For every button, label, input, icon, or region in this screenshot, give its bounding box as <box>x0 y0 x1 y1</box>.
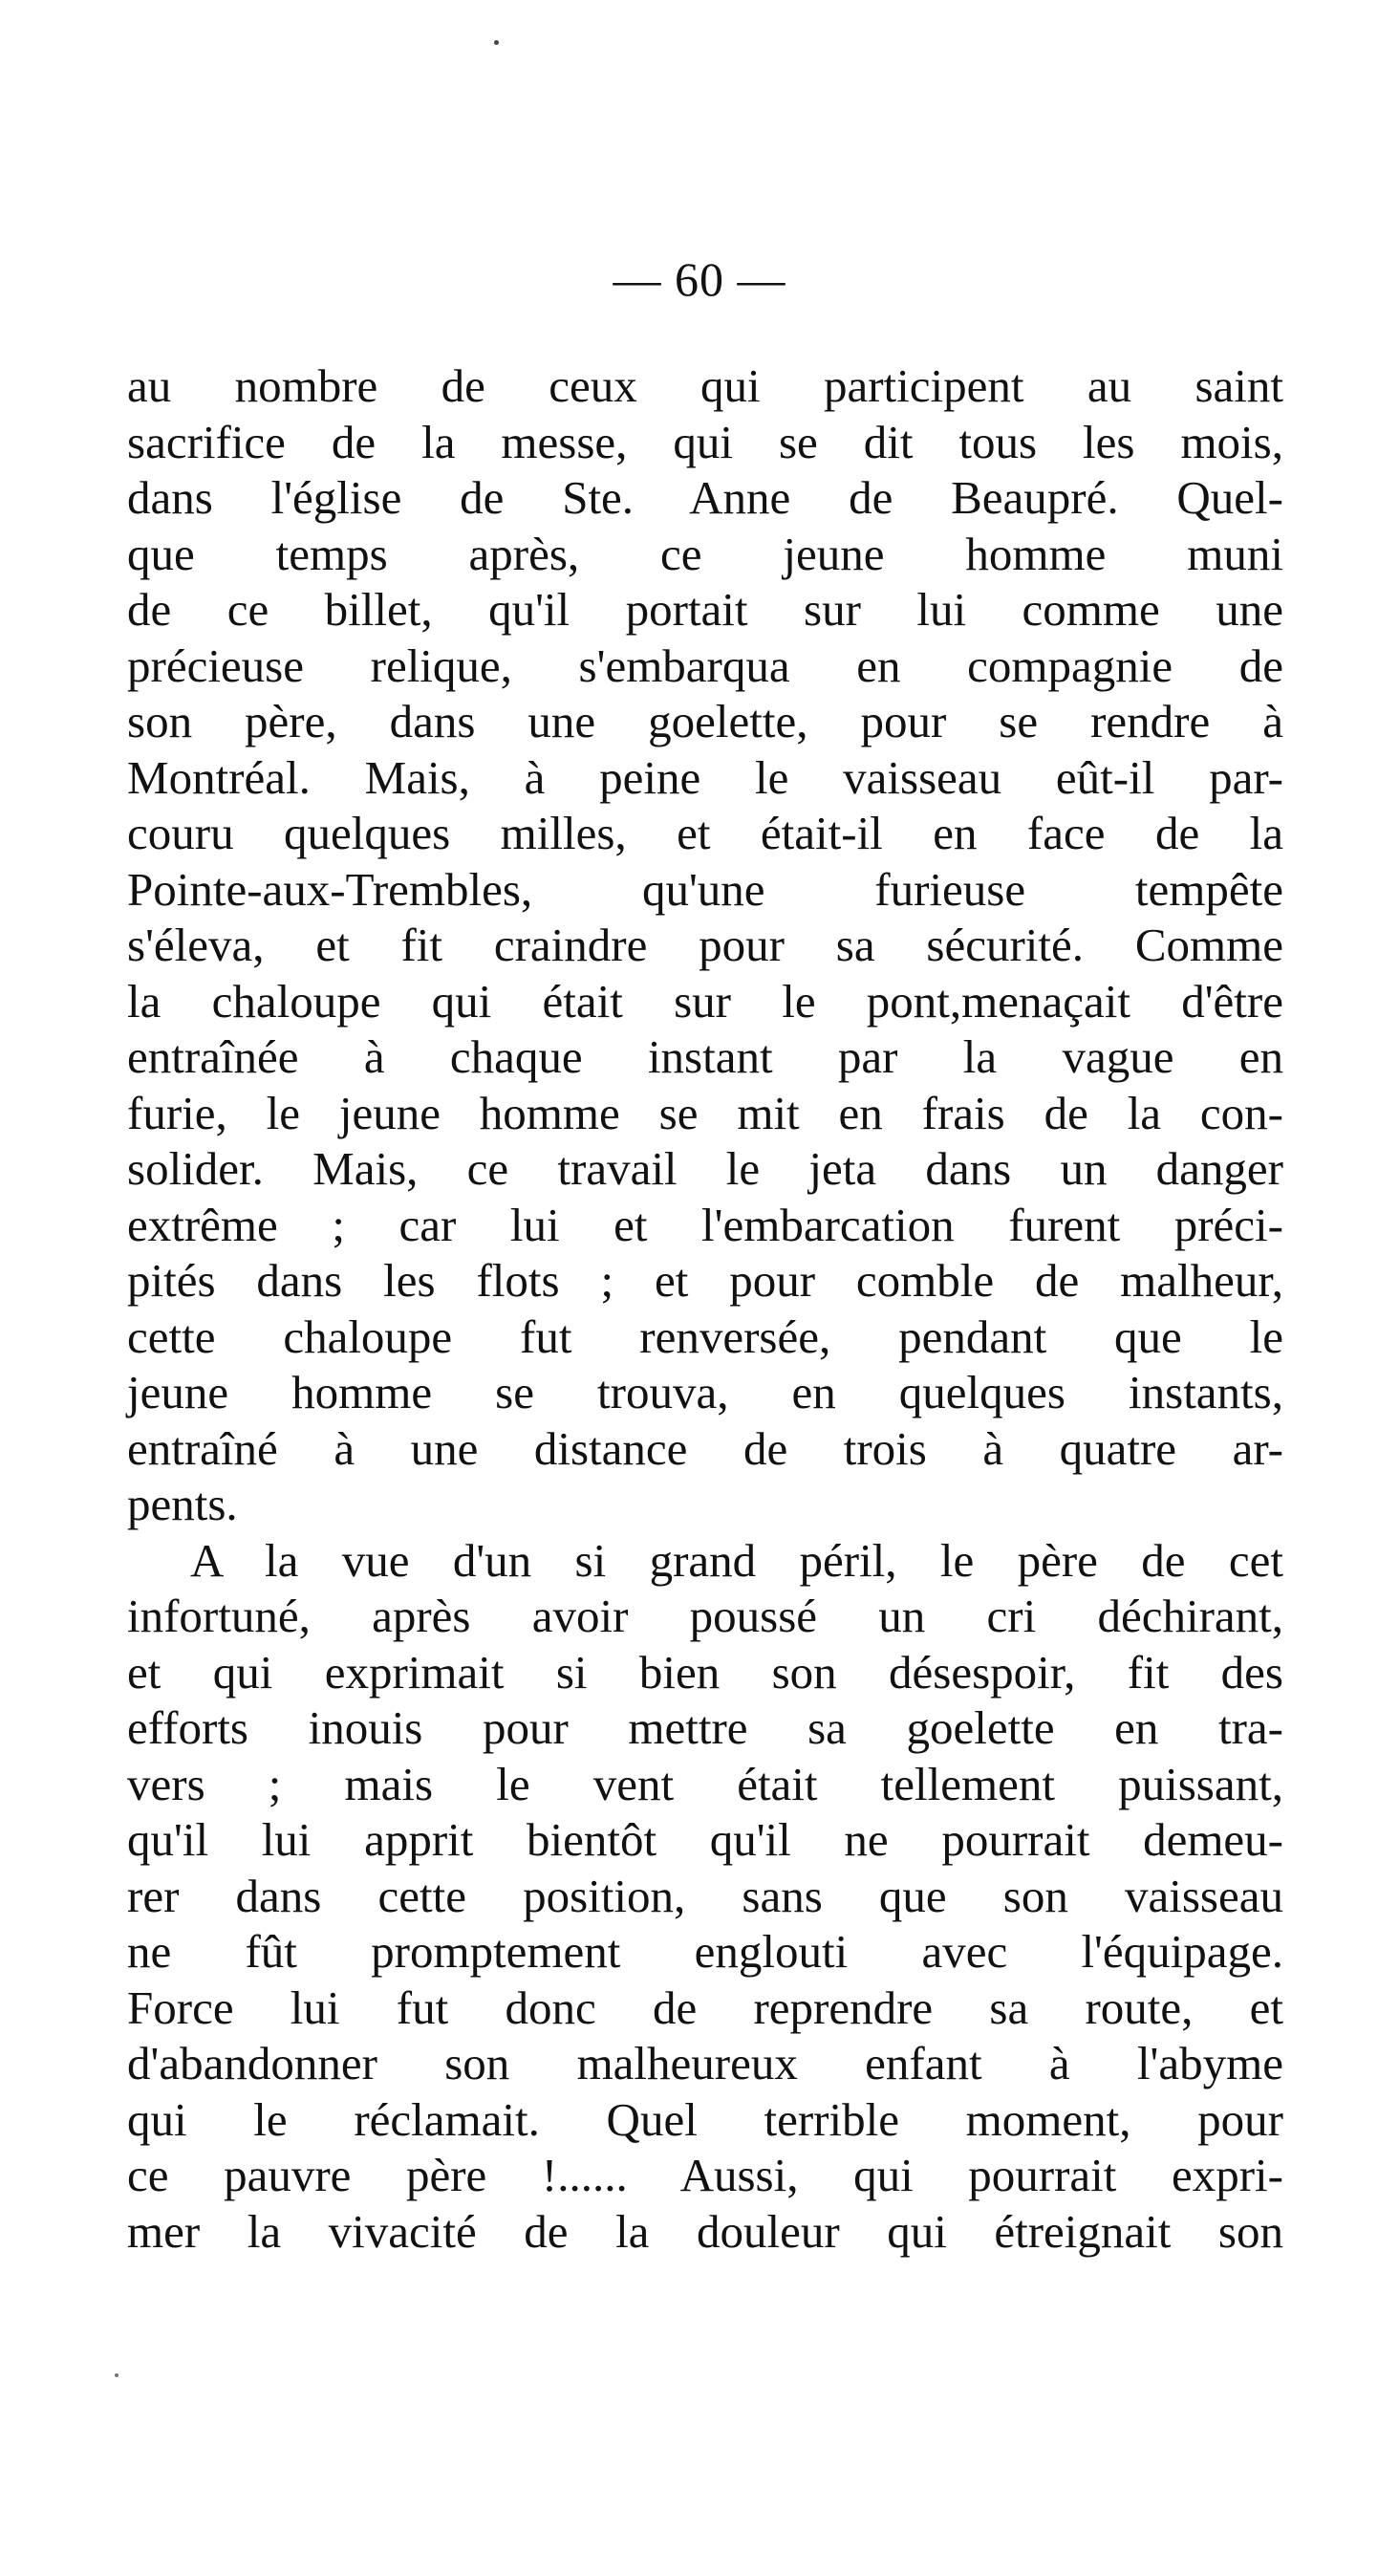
text-line: entraîné à une distance de trois à quatre ar- <box>127 1421 1283 1475</box>
text-line: ne fût promptement englouti avec l'équipage. <box>127 1925 1283 1978</box>
text-line: jeune homme se trouva, en quelques instants, <box>127 1366 1283 1418</box>
ink-speck <box>115 2373 118 2377</box>
text-line: son père, dans une goelette, pour se rendre à <box>127 695 1283 747</box>
text-line: vers ; mais le vent était tellement puissant, <box>127 1757 1283 1810</box>
text-line: infortuné, après avoir poussé un cri déchirant, <box>127 1590 1283 1642</box>
page-number: — 60 — <box>613 252 786 306</box>
text-line: et qui exprimait si bien son désespoir, fit des <box>127 1645 1283 1699</box>
text-line: d'abandonner son malheureux enfant à l'abyme <box>127 2037 1283 2089</box>
text-line: sacrifice de la messe, qui se dit tous les mois, <box>127 415 1283 468</box>
text-line: Pointe-aux-Trembles, qu'une furieuse tempête <box>127 862 1283 916</box>
text-line: extrême ; car lui et l'embarcation furent préci- <box>127 1198 1283 1251</box>
text-line: la chaloupe qui était sur le pont,menaçait d'être <box>127 974 1283 1028</box>
text-line: pités dans les flots ; et pour comble de malheur, <box>127 1254 1283 1307</box>
text-line: que temps après, ce jeune homme muni <box>127 527 1283 580</box>
text-line: qu'il lui apprit bientôt qu'il ne pourrait demeu- <box>127 1813 1283 1866</box>
text-line: furie, le jeune homme se mit en frais de la con- <box>127 1086 1283 1139</box>
text-line: au nombre de ceux qui participent au saint <box>127 359 1283 412</box>
text-line: précieuse relique, s'embarqua en compagnie de <box>127 639 1283 692</box>
text-line: Force lui fut donc de reprendre sa route, et <box>127 1981 1283 2034</box>
ink-speck <box>494 40 499 45</box>
text-line: de ce billet, qu'il portait sur lui comme une <box>127 583 1283 636</box>
text-line: ce pauvre père !...... Aussi, qui pourrait expri- <box>127 2149 1283 2201</box>
text-line: cette chaloupe fut renversée, pendant que le <box>127 1310 1283 1363</box>
text-line: qui le réclamait. Quel terrible moment, pour <box>127 2092 1283 2146</box>
body-text <box>127 358 1283 2260</box>
text-line: dans l'église de Ste. Anne de Beaupré. Quel- <box>127 471 1283 524</box>
text-line: efforts inouis pour mettre sa goelette en tra- <box>127 1701 1283 1754</box>
paragraph-start-line: A la vue d'un si grand péril, le père de cet <box>190 1533 1283 1587</box>
text-line: solider. Mais, ce travail le jeta dans un danger <box>127 1142 1283 1195</box>
text-line: Montréal. Mais, à peine le vaisseau eût-il par- <box>127 750 1283 804</box>
text-line: mer la vivacité de la douleur qui étreignait son <box>127 2204 1283 2258</box>
text-line: rer dans cette position, sans que son vaisseau <box>127 1869 1283 1922</box>
paragraph-end-line: pents. <box>127 1478 238 1530</box>
text-line: couru quelques milles, et était-il en face de la <box>127 807 1283 859</box>
text-line: s'éleva, et fit craindre pour sa sécurité. Comme <box>127 919 1283 971</box>
text-line: entraînée à chaque instant par la vague en <box>127 1030 1283 1083</box>
